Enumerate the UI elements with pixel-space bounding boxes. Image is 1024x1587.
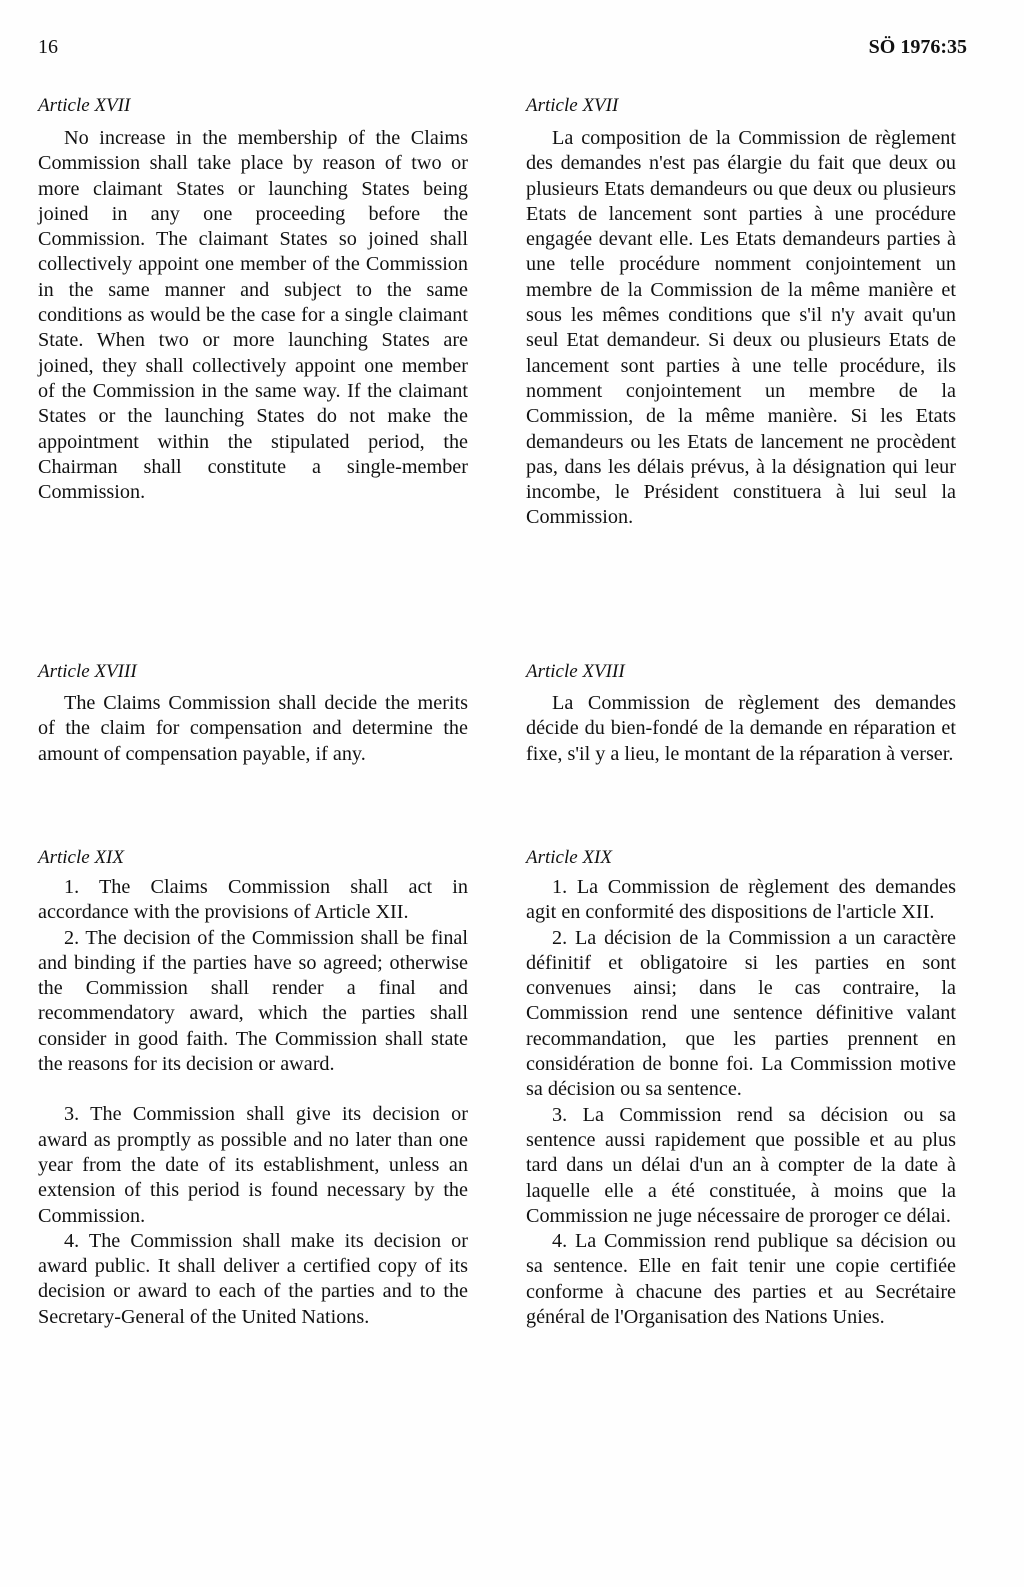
paragraph: 1. The Claims Commission shall act in accordance with the provisions of Article XII. [38,876,468,924]
paragraph: 2. La décision de la Commission a un caractère définitif et obligatoire si les parties en sont convenues ainsi; dans le cas contraire, la Commission rend une sentence définitive valant recommandation, que les parties prennent en considération de bonne foi. La Commission motive sa décision ou sa sentence. [526,926,956,1101]
paragraph: 3. La Commission rend sa décision ou sa sentence aussi rapidement que possible et au plus tard dans un délai d'un an à compter de la date à laquelle elle a été constituée, à moins que la Commission ne juge nécessaire de proroger ce délai. [526,1103,956,1227]
article-17-body-fr [526,126,956,531]
article-18-body-en [38,691,468,767]
paragraph: 4. La Commission rend publique sa décision ou sa sentence. Elle en fait tenir une copie certifiée conforme à chacune des parties et au Secrétaire général de l'Organisation des Nations Unies. [526,1230,956,1329]
article-19-heading-en: Article XIX [38,847,124,868]
paragraph: La composition de la Commission de règlement des demandes n'est pas élargie du fait que deux ou plusieurs Etats demandeurs ou que deux ou plusieurs Etats de lancement sont parties à une procédure engagée devant elle. Les Etats demandeurs parties à une telle procédure nomment conjointement un membre de la Commission de la même manière et sous les mêmes conditions que s'il n'y avait qu'un seul Etat demandeur. Si deux ou plusieurs Etats de lancement sont parties à une telle procédure, ils nomment conjointement un membre de la Commission, de la même manière. Si les Etats demandeurs ou les Etats de lancement ne procèdent pas, dans les délais prévus, à la désignation qui leur incombe, le Président constituera à lui seul la Commission. [526,127,956,529]
article-18-heading-fr: Article XVIII [526,661,625,682]
article-18-body-fr [526,691,956,767]
article-19-heading-fr: Article XIX [526,847,612,868]
article-17-heading-en: Article XVII [38,95,131,116]
article-19-body-en [38,875,468,1330]
paragraph: No increase in the membership of the Claims Commission shall take place by reason of two or more claimant States or launching States being joined in any one proceeding before the Commission. The claimant States so joined shall collectively appoint one member of the Commission in the same manner and subject to the same conditions as would be the case for a single claimant State. When two or more launching States are joined, they shall collectively appoint one member of the Commission in the same way. If the claimant States or the launching States do not make the appointment within the stipulated period, the Chairman shall constitute a single-member Commission. [38,127,468,504]
article-17-body-en [38,126,468,505]
document-reference: SÖ 1976:35 [868,36,967,58]
page-number: 16 [38,36,58,58]
paragraph: 2. The decision of the Commission shall be final and binding if the parties have so agreed; otherwise the Commission shall render a final and recommendatory award, which the parties shall consider in good faith. The Commission shall state the reasons for its decision or award. [38,926,468,1076]
paragraph: La Commission de règlement des demandes décide du bien-fondé de la demande en réparation et fixe, s'il y a lieu, le montant de la réparation à verser. [526,692,956,765]
paragraph: 4. The Commission shall make its decision or award public. It shall deliver a certified copy of its decision or award to each of the parties and to the Secretary-General of the United Nations. [38,1229,468,1328]
article-17-heading-fr: Article XVII [526,95,619,116]
article-18-heading-en: Article XVIII [38,661,137,682]
article-19-body-fr [526,875,956,1330]
paragraph: 1. La Commission de règlement des demandes agit en conformité des dispositions de l'article XII. [526,876,956,924]
paragraph: The Claims Commission shall decide the merits of the claim for compensation and determine the amount of compensation payable, if any. [38,692,468,765]
paragraph: 3. The Commission shall give its decision or award as promptly as possible and no later than one year from the date of its establishment, unless an extension of this period is found necessary by the Commission. [38,1103,468,1227]
